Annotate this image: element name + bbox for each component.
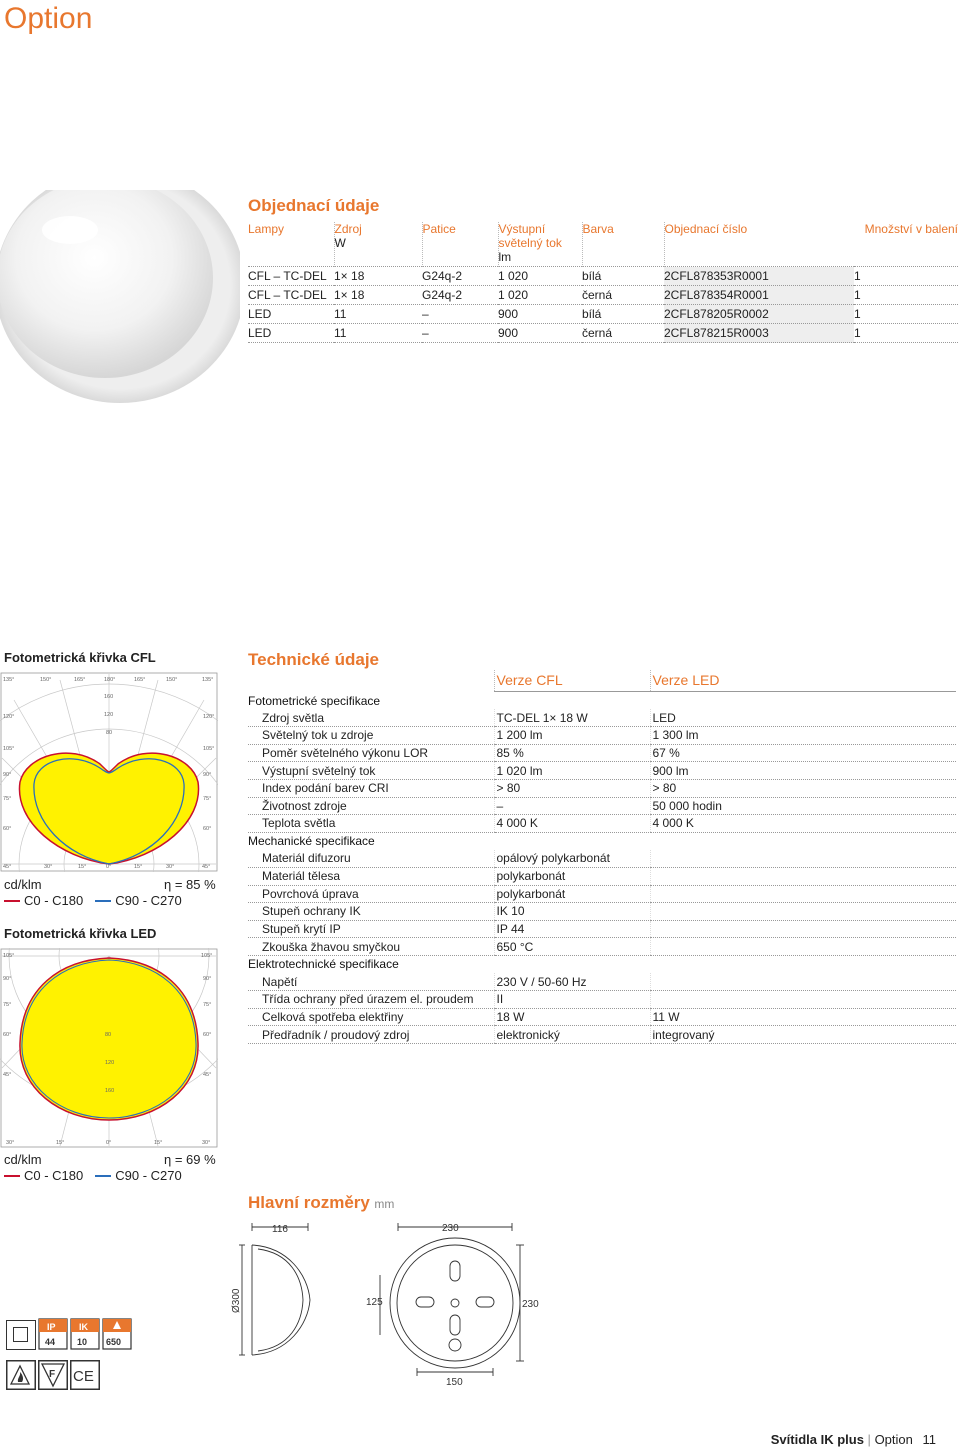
legend-c0-label: C0 - C180 bbox=[24, 893, 84, 908]
svg-text:120°: 120° bbox=[203, 714, 215, 720]
svg-text:180°: 180° bbox=[104, 677, 116, 683]
svg-text:150°: 150° bbox=[166, 677, 178, 683]
tech-row bbox=[248, 727, 956, 745]
cell-source: 1× 18 bbox=[334, 286, 422, 305]
svg-text:IP: IP bbox=[47, 1322, 56, 1332]
tech-row bbox=[248, 938, 956, 956]
tech-value-led bbox=[650, 885, 956, 903]
svg-text:60°: 60° bbox=[3, 826, 12, 832]
svg-text:30°: 30° bbox=[44, 864, 53, 870]
cell-lamp: CFL – TC-DEL bbox=[248, 267, 334, 286]
svg-text:105°: 105° bbox=[203, 746, 215, 752]
tech-row bbox=[248, 815, 956, 833]
svg-text:15°: 15° bbox=[154, 1140, 163, 1146]
cfl-unit: cd/klm bbox=[4, 877, 42, 892]
tech-value-led: 1 300 lm bbox=[650, 727, 956, 745]
tech-label: Předřadník / proudový zdroj bbox=[248, 1026, 494, 1044]
tech-value-led bbox=[650, 973, 956, 991]
footer-series: Option bbox=[874, 1432, 913, 1447]
cell-lamp: CFL – TC-DEL bbox=[248, 286, 334, 305]
svg-text:0°: 0° bbox=[106, 864, 112, 870]
tech-value-led bbox=[650, 903, 956, 921]
tech-value-cfl: 1 200 lm bbox=[494, 727, 650, 745]
f-mark-icon bbox=[38, 1360, 68, 1390]
svg-text:45°: 45° bbox=[202, 864, 211, 870]
col-cfl-version: Verze CFL bbox=[494, 670, 650, 692]
tech-row bbox=[248, 709, 956, 727]
cfl-legend bbox=[4, 893, 182, 908]
svg-text:30°: 30° bbox=[166, 864, 175, 870]
svg-text:90°: 90° bbox=[203, 976, 212, 982]
svg-text:IK: IK bbox=[79, 1322, 88, 1332]
tech-value-led bbox=[650, 938, 956, 956]
led-polar-diagram bbox=[0, 948, 218, 1148]
cell-source: 11 bbox=[334, 324, 422, 343]
svg-text:15°: 15° bbox=[134, 864, 143, 870]
table-row bbox=[248, 305, 958, 324]
svg-text:160: 160 bbox=[104, 694, 114, 700]
tech-value-cfl: polykarbonát bbox=[494, 885, 650, 903]
tech-label: Povrchová úprava bbox=[248, 885, 494, 903]
cell-order-no: 2CFL878353R0001 bbox=[664, 267, 854, 286]
tech-value-cfl: 650 °C bbox=[494, 938, 650, 956]
tech-value-led: > 80 bbox=[650, 779, 956, 797]
tech-value-led: integrovaný bbox=[650, 1026, 956, 1044]
svg-text:165°: 165° bbox=[74, 677, 86, 683]
tech-label: Napětí bbox=[248, 973, 494, 991]
svg-text:60°: 60° bbox=[203, 1032, 212, 1038]
order-heading: Objednací údaje bbox=[248, 196, 380, 215]
svg-text:0°: 0° bbox=[106, 1140, 112, 1146]
cell-base: G24q-2 bbox=[422, 286, 498, 305]
tech-row bbox=[248, 1026, 956, 1044]
tech-value-cfl: 230 V / 50-60 Hz bbox=[494, 973, 650, 991]
led-unit: cd/klm bbox=[4, 1152, 42, 1167]
tech-row bbox=[248, 920, 956, 938]
ip44-badge bbox=[38, 1318, 68, 1350]
tech-row bbox=[248, 973, 956, 991]
col-color: Barva bbox=[582, 222, 664, 267]
tech-row bbox=[248, 1008, 956, 1026]
svg-text:80: 80 bbox=[105, 1032, 112, 1038]
tech-value-cfl: opálový polykarbonát bbox=[494, 850, 650, 868]
svg-text:105°: 105° bbox=[3, 953, 15, 959]
tech-row bbox=[248, 797, 956, 815]
svg-text:75°: 75° bbox=[3, 796, 12, 802]
svg-text:105°: 105° bbox=[201, 953, 213, 959]
tech-label: Materiál difuzoru bbox=[248, 850, 494, 868]
tech-value-cfl: IK 10 bbox=[494, 903, 650, 921]
table-row bbox=[248, 267, 958, 286]
tech-value-cfl: 4 000 K bbox=[494, 815, 650, 833]
tech-group-title: Mechanické specifikace bbox=[248, 834, 375, 849]
glow-wire-badge bbox=[102, 1318, 132, 1350]
led-efficiency: η = 69 % bbox=[164, 1152, 216, 1167]
table-row bbox=[248, 324, 958, 343]
tech-value-cfl: 18 W bbox=[494, 1008, 650, 1026]
svg-text:90°: 90° bbox=[3, 772, 12, 778]
cell-qty: 1 bbox=[854, 286, 958, 305]
tech-value-cfl: > 80 bbox=[494, 779, 650, 797]
tech-value-led bbox=[650, 850, 956, 868]
tech-value-led bbox=[650, 867, 956, 885]
tech-row bbox=[248, 744, 956, 762]
svg-text:135°: 135° bbox=[202, 677, 214, 683]
svg-text:45°: 45° bbox=[3, 1072, 12, 1078]
cell-qty: 1 bbox=[854, 324, 958, 343]
svg-text:135°: 135° bbox=[3, 677, 15, 683]
tech-value-led bbox=[650, 991, 956, 1009]
cell-flux: 1 020 bbox=[498, 286, 582, 305]
cell-base: – bbox=[422, 324, 498, 343]
tech-value-led bbox=[650, 920, 956, 938]
legend-c0-swatch bbox=[4, 1175, 20, 1177]
svg-text:75°: 75° bbox=[203, 796, 212, 802]
tech-row bbox=[248, 885, 956, 903]
order-table bbox=[248, 222, 958, 343]
tech-row bbox=[248, 762, 956, 780]
tech-label: Poměr světelného výkonu LOR bbox=[248, 744, 494, 762]
page-title: Option bbox=[4, 2, 93, 35]
svg-text:44: 44 bbox=[45, 1337, 56, 1347]
tech-group-row bbox=[248, 832, 956, 850]
tech-heading: Technické údaje bbox=[248, 650, 380, 669]
page-footer: Svítidla IK plus | Option 11 bbox=[770, 1432, 936, 1447]
svg-text:F: F bbox=[49, 1369, 56, 1380]
svg-text:150: 150 bbox=[446, 1377, 463, 1388]
legend-c90-label: C90 - C270 bbox=[115, 893, 182, 908]
cell-color: černá bbox=[582, 286, 664, 305]
tech-group-row bbox=[248, 955, 956, 973]
tech-value-cfl: 1 020 lm bbox=[494, 762, 650, 780]
cell-lamp: LED bbox=[248, 305, 334, 324]
cell-source: 11 bbox=[334, 305, 422, 324]
cfl-efficiency: η = 85 % bbox=[164, 877, 216, 892]
svg-text:150°: 150° bbox=[40, 677, 52, 683]
col-qty: Množství v balení bbox=[864, 222, 958, 236]
svg-text:CE: CE bbox=[73, 1368, 94, 1385]
svg-text:120°: 120° bbox=[3, 714, 15, 720]
cell-flux: 900 bbox=[498, 305, 582, 324]
cell-flux: 900 bbox=[498, 324, 582, 343]
tech-label: Index podání barev CRI bbox=[248, 779, 494, 797]
tech-label: Životnost zdroje bbox=[248, 797, 494, 815]
cell-color: bílá bbox=[582, 267, 664, 286]
svg-text:60°: 60° bbox=[3, 1032, 12, 1038]
svg-text:45°: 45° bbox=[203, 1072, 212, 1078]
tech-value-cfl: – bbox=[494, 797, 650, 815]
cell-qty: 1 bbox=[854, 267, 958, 286]
col-lamp: Lampy bbox=[248, 222, 285, 236]
tech-row bbox=[248, 867, 956, 885]
svg-text:165°: 165° bbox=[134, 677, 146, 683]
tech-table bbox=[248, 670, 956, 1044]
svg-text:160: 160 bbox=[105, 1088, 115, 1094]
tech-label: Materiál tělesa bbox=[248, 867, 494, 885]
svg-text:230: 230 bbox=[442, 1223, 459, 1234]
svg-text:15°: 15° bbox=[56, 1140, 65, 1146]
tech-label: Výstupní světelný tok bbox=[248, 762, 494, 780]
svg-text:10: 10 bbox=[77, 1337, 88, 1347]
cell-base: – bbox=[422, 305, 498, 324]
led-curve-title: Fotometrická křivka LED bbox=[4, 926, 157, 941]
legend-c0-swatch bbox=[4, 900, 20, 902]
dimension-drawing bbox=[230, 1215, 560, 1390]
tech-value-led: 4 000 K bbox=[650, 815, 956, 833]
svg-text:116: 116 bbox=[272, 1224, 288, 1235]
ce-mark-icon bbox=[70, 1360, 100, 1390]
tech-label: Stupeň krytí IP bbox=[248, 920, 494, 938]
cell-source: 1× 18 bbox=[334, 267, 422, 286]
fire-hazard-icon bbox=[6, 1360, 36, 1390]
tech-row bbox=[248, 991, 956, 1009]
cell-flux: 1 020 bbox=[498, 267, 582, 286]
tech-value-cfl: IP 44 bbox=[494, 920, 650, 938]
tech-group-row bbox=[248, 692, 956, 710]
legend-c0-label: C0 - C180 bbox=[24, 1168, 84, 1183]
tech-label: Světelný tok u zdroje bbox=[248, 727, 494, 745]
tech-label: Stupeň ochrany IK bbox=[248, 903, 494, 921]
svg-text:15°: 15° bbox=[78, 864, 87, 870]
svg-text:30°: 30° bbox=[202, 1140, 211, 1146]
cell-base: G24q-2 bbox=[422, 267, 498, 286]
tech-label: Zdroj světla bbox=[248, 709, 494, 727]
cell-qty: 1 bbox=[854, 305, 958, 324]
cell-color: černá bbox=[582, 324, 664, 343]
cell-lamp: LED bbox=[248, 324, 334, 343]
tech-value-cfl: elektronický bbox=[494, 1026, 650, 1044]
tech-value-cfl: polykarbonát bbox=[494, 867, 650, 885]
tech-value-led: LED bbox=[650, 709, 956, 727]
tech-row bbox=[248, 903, 956, 921]
svg-text:90°: 90° bbox=[203, 772, 212, 778]
col-led-version: Verze LED bbox=[650, 670, 956, 692]
svg-text:75°: 75° bbox=[3, 1002, 12, 1008]
legend-c90-label: C90 - C270 bbox=[115, 1168, 182, 1183]
tech-value-led: 900 lm bbox=[650, 762, 956, 780]
svg-text:105°: 105° bbox=[3, 746, 15, 752]
svg-text:120: 120 bbox=[104, 712, 114, 718]
product-photo bbox=[0, 190, 240, 430]
footer-brand: Svítidla IK plus bbox=[770, 1432, 864, 1447]
ik10-badge bbox=[70, 1318, 100, 1350]
tech-value-cfl: 85 % bbox=[494, 744, 650, 762]
svg-text:80: 80 bbox=[106, 730, 113, 736]
svg-text:60°: 60° bbox=[203, 826, 212, 832]
cell-order-no: 2CFL878215R0003 bbox=[664, 324, 854, 343]
tech-label: Třída ochrany před úrazem el. proudem bbox=[248, 991, 494, 1009]
tech-row bbox=[248, 850, 956, 868]
table-row bbox=[248, 286, 958, 305]
tech-value-led: 11 W bbox=[650, 1008, 956, 1026]
svg-text:120: 120 bbox=[105, 1060, 115, 1066]
svg-text:125: 125 bbox=[366, 1297, 383, 1308]
cell-color: bílá bbox=[582, 305, 664, 324]
svg-text:230: 230 bbox=[522, 1299, 539, 1310]
tech-value-cfl: II bbox=[494, 991, 650, 1009]
legend-c90-swatch bbox=[95, 1175, 111, 1177]
svg-text:90°: 90° bbox=[3, 976, 12, 982]
led-legend bbox=[4, 1168, 182, 1183]
svg-text:Ø300: Ø300 bbox=[231, 1288, 242, 1313]
col-base: Patice bbox=[422, 222, 498, 267]
svg-text:45°: 45° bbox=[3, 864, 12, 870]
cfl-curve-title: Fotometrická křivka CFL bbox=[4, 650, 156, 665]
cell-order-no: 2CFL878354R0001 bbox=[664, 286, 854, 305]
col-flux: Výstupní světelný tok lm bbox=[498, 222, 582, 267]
col-source: Zdroj W bbox=[334, 222, 422, 267]
svg-text:75°: 75° bbox=[203, 1002, 212, 1008]
tech-label: Teplota světla bbox=[248, 815, 494, 833]
tech-value-led: 67 % bbox=[650, 744, 956, 762]
cell-order-no: 2CFL878205R0002 bbox=[664, 305, 854, 324]
page-number: 11 bbox=[922, 1432, 936, 1447]
tech-label: Zkouška žhavou smyčkou bbox=[248, 938, 494, 956]
legend-c90-swatch bbox=[95, 900, 111, 902]
protection-class-icon bbox=[6, 1320, 36, 1350]
tech-group-title: Elektrotechnické specifikace bbox=[248, 957, 399, 972]
dimensions-heading: Hlavní rozměry mm bbox=[248, 1193, 395, 1212]
svg-text:30°: 30° bbox=[6, 1140, 15, 1146]
svg-text:650: 650 bbox=[106, 1337, 122, 1347]
tech-group-title: Fotometrické specifikace bbox=[248, 693, 381, 708]
tech-label: Celková spotřeba elektřiny bbox=[248, 1008, 494, 1026]
cfl-polar-diagram bbox=[0, 672, 218, 872]
tech-value-led: 50 000 hodin bbox=[650, 797, 956, 815]
tech-row bbox=[248, 779, 956, 797]
col-order-no: Objednací číslo bbox=[664, 222, 854, 267]
tech-value-cfl: TC-DEL 1× 18 W bbox=[494, 709, 650, 727]
